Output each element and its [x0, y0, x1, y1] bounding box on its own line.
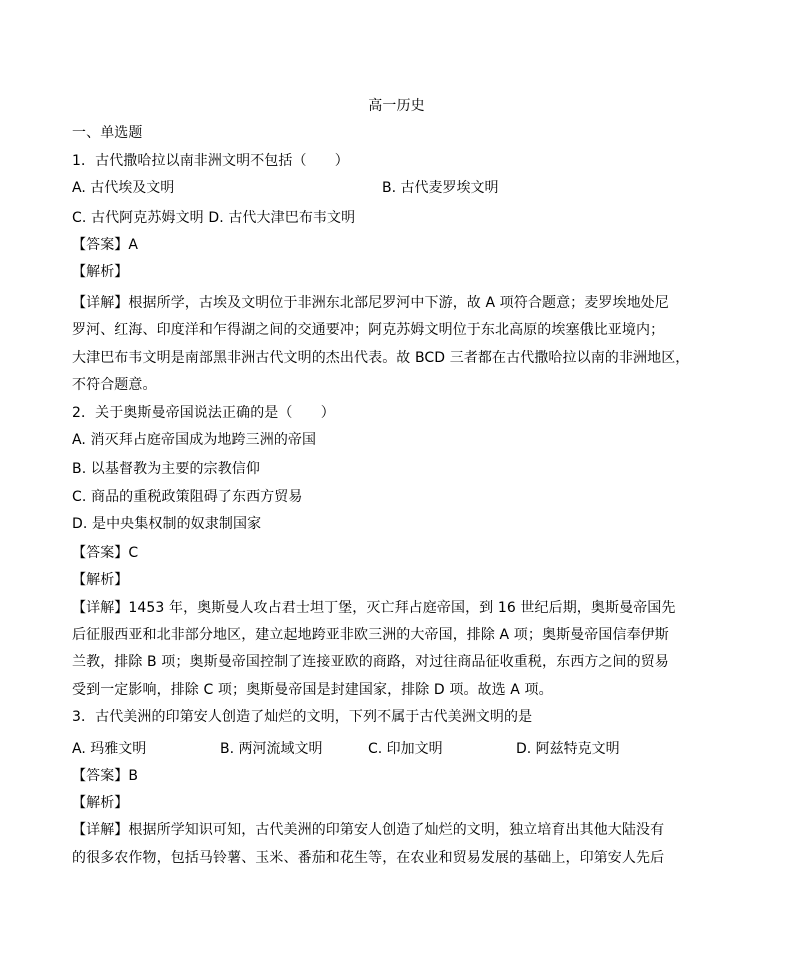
- question-1-option-d: D. 古代大津巴布韦文明: [208, 210, 356, 226]
- question-1-option-c: C. 古代阿克苏姆文明: [72, 210, 204, 226]
- question-3-detail-line: 【详解】根据所学知识可知，古代美洲的印第安人创造了灿烂的文明，独立培育出其他大陆没有: [72, 822, 665, 838]
- question-1-stem: 1．古代撒哈拉以南非洲文明不包括（ ）: [72, 153, 349, 169]
- question-2-stem: 2．关于奥斯曼帝国说法正确的是（ ）: [72, 405, 335, 421]
- question-3-answer: 【答案】B: [72, 768, 139, 784]
- question-3-option-a: A. 玛雅文明: [72, 741, 147, 757]
- question-2-detail-line: 【详解】1453 年，奥斯曼人攻占君士坦丁堡，灭亡拜占庭帝国，到 16 世纪后期，奥斯曼帝国先: [72, 600, 676, 616]
- question-2-analysis-label: 【解析】: [72, 572, 129, 588]
- question-3-option-b: B. 两河流域文明: [220, 741, 323, 757]
- question-1-detail-line: 【详解】根据所学，古埃及文明位于非洲东北部尼罗河中下游，故 A 项符合题意；麦罗埃地处尼: [72, 295, 669, 311]
- question-1-answer: 【答案】A: [72, 237, 139, 253]
- question-1-detail-line: 大津巴布韦文明是南部黑非洲古代文明的杰出代表。故 BCD 三者都在古代撒哈拉以南的非洲地区，: [72, 350, 690, 366]
- question-1-option-b: B. 古代麦罗埃文明: [382, 180, 499, 196]
- section-heading: 一、单选题: [72, 125, 143, 141]
- question-2-option-a: A. 消灭拜占庭帝国成为地跨三洲的帝国: [72, 432, 317, 448]
- question-2-answer: 【答案】C: [72, 545, 139, 561]
- question-2-option-d: D. 是中央集权制的奴隶制国家: [72, 516, 262, 532]
- question-2-detail-line: 兰教，排除 B 项；奥斯曼帝国控制了连接亚欧的商路，对过往商品征收重税，东西方之间的贸易: [72, 654, 669, 670]
- question-1-analysis-label: 【解析】: [72, 264, 129, 280]
- question-1-detail-line: 罗河、红海、印度洋和乍得湖之间的交通要冲；阿克苏姆文明位于东北高原的埃塞俄比亚境内；: [72, 322, 665, 338]
- page-title: 高一历史: [368, 98, 425, 114]
- question-3-option-c: C. 印加文明: [368, 741, 443, 757]
- question-2-detail-line: 受到一定影响，排除 C 项；奥斯曼帝国是封建国家，排除 D 项。故选 A 项。: [72, 682, 553, 698]
- question-1-options-cd: [72, 208, 355, 228]
- question-1-option-a: A. 古代埃及文明: [72, 180, 175, 196]
- question-3-analysis-label: 【解析】: [72, 795, 129, 811]
- question-1-detail-line: 不符合题意。: [72, 377, 157, 393]
- question-3-detail-line: 的很多农作物，包括马铃薯、玉米、番茄和花生等，在农业和贸易发展的基础上，印第安人先后: [72, 850, 665, 866]
- question-2-option-c: C. 商品的重税政策阻碍了东西方贸易: [72, 489, 303, 505]
- question-2-detail-line: 后征服西亚和北非部分地区，建立起地跨亚非欧三洲的大帝国，排除 A 项；奥斯曼帝国信奉伊斯: [72, 627, 669, 643]
- question-2-option-b: B. 以基督教为主要的宗教信仰: [72, 461, 261, 477]
- question-3-option-d: D. 阿兹特克文明: [516, 741, 620, 757]
- question-3-stem: 3．古代美洲的印第安人创造了灿烂的文明，下列不属于古代美洲文明的是: [72, 709, 533, 725]
